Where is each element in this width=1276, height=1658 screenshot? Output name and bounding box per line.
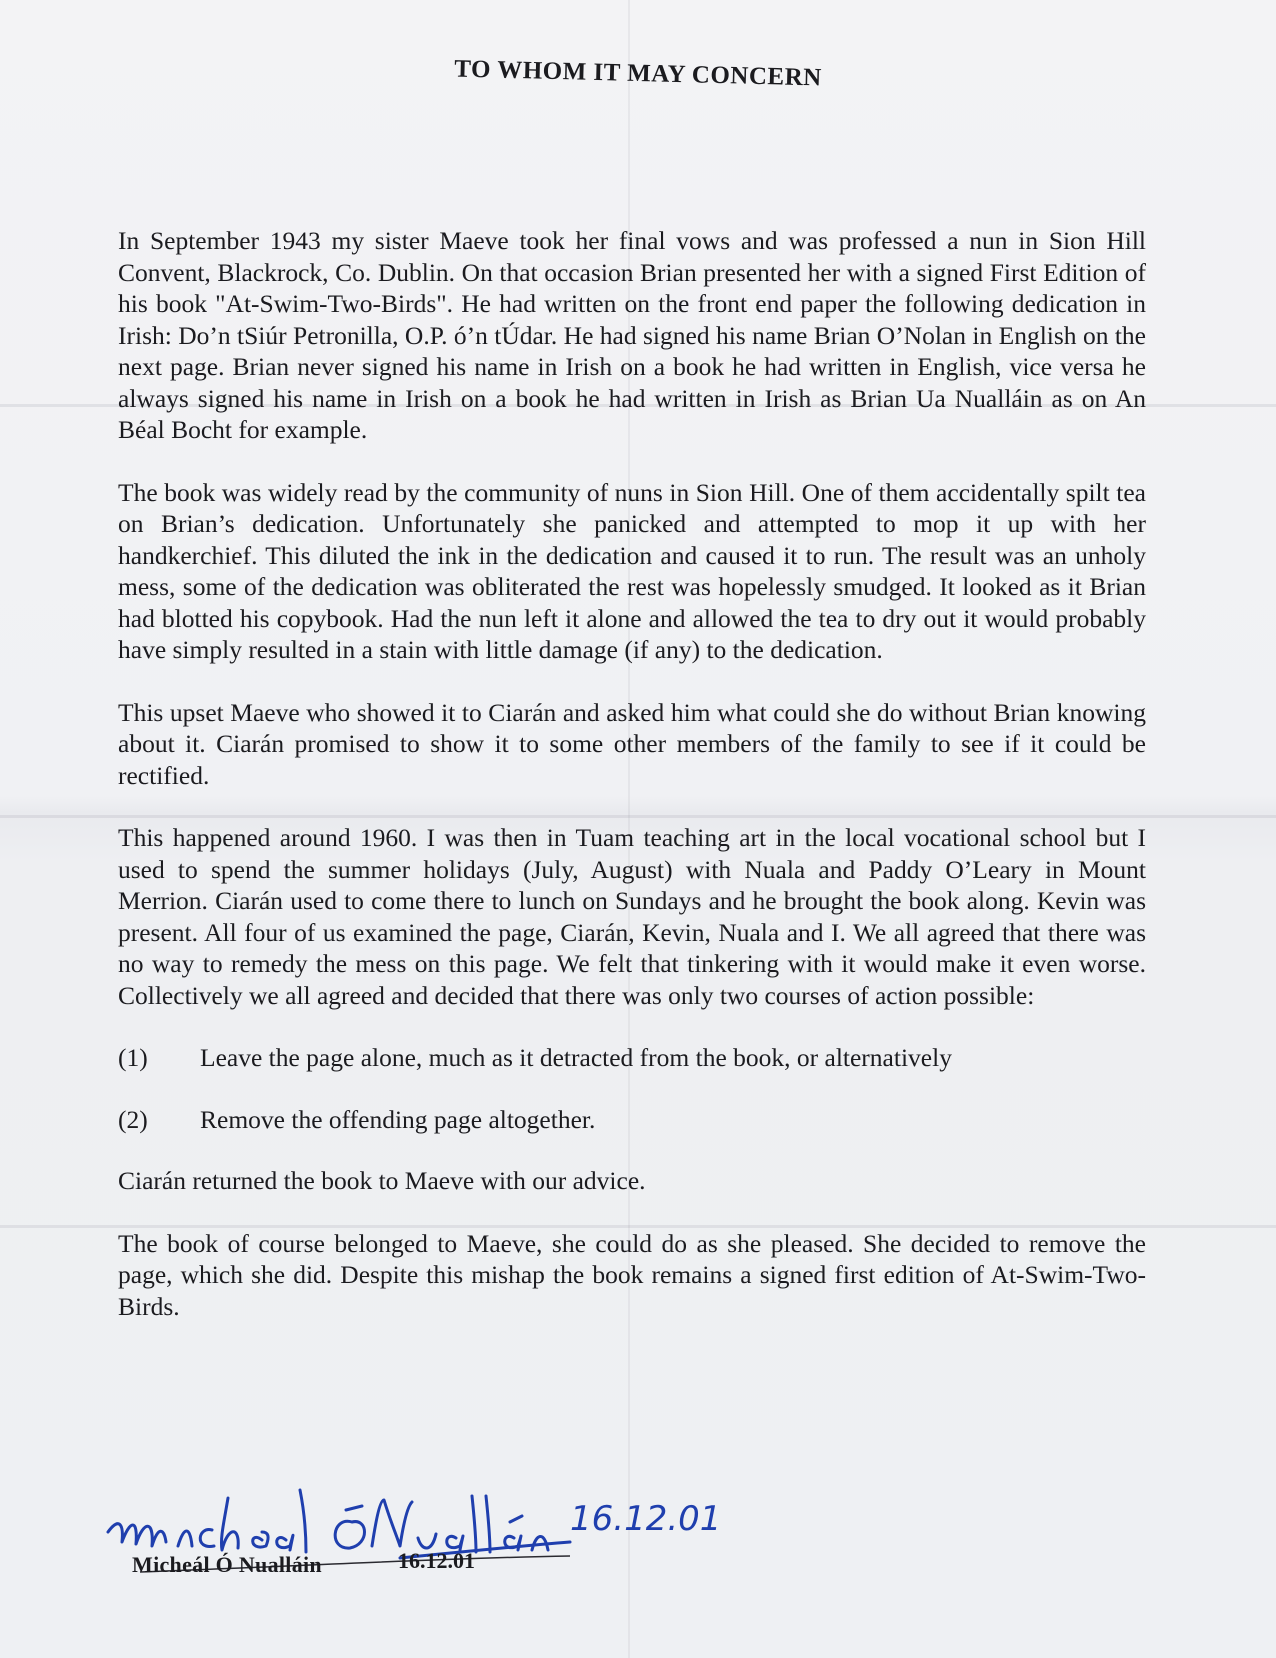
paragraph: In September 1943 my sister Maeve took her final vows and was professed a nun in Sion Hill Convent, Blackrock, Co. Dublin. On that occasion Brian presented her with a signed First Edition of his book "At-Swim-Two-Birds". He had written on the front end paper the following dedication in Irish: Do’n tSiúr Petronilla, O.P. ó’n tÚdar. He had signed his name Brian O’Nolan in English on the next page. Brian never signed his name in Irish on a book he had written in English, vice versa he always signed his name in Irish on a book he had written in Irish as Brian Ua Nualláin as on An Béal Bocht for example. — [118, 226, 1146, 444]
letter-title: TO WHOM IT MAY CONCERN — [453, 55, 823, 92]
list-text: Leave the page alone, much as it detracted from the book, or alternatively — [200, 1043, 952, 1072]
letter-body — [118, 225, 1146, 1353]
printed-signature-name: Micheál Ó Nualláin — [132, 1552, 322, 1577]
paragraph: The book of course belonged to Maeve, she could do as she pleased. She decided to remove the page, which she did. Despite this mishap the book remains a signed first edition of At-Swim-Two-Birds. — [118, 1228, 1146, 1321]
list-item — [118, 1042, 1146, 1074]
printed-signature-date: 16.12.01 — [398, 1548, 475, 1573]
signature-date-handwritten: 16.12.01 — [570, 1499, 722, 1539]
paragraph: Ciarán returned the book to Maeve with our advice. — [118, 1166, 646, 1195]
list-number: (2) — [118, 1104, 148, 1134]
paragraph: This upset Maeve who showed it to Ciarán and asked him what could she do without Brian knowing about it. Ciarán promised to show it to some other members of the family to see if it could be rectified. — [118, 697, 1146, 790]
list-text: Remove the offending page altogether. — [200, 1104, 596, 1134]
list-number: (1) — [118, 1043, 148, 1072]
list-item — [118, 1104, 1146, 1136]
paragraph: The book was widely read by the community of nuns in Sion Hill. One of them accidentally spilt tea on Brian’s dedication. Unfortunately she panicked and attempted to mop it up with her handkerchief. This diluted the ink in the dedication and caused it to run. The result was an unholy mess, some of the dedication was obliterated the rest was hopelessly smudged. It looked as it Brian had blotted his copybook. Had the nun left it alone and allowed the tea to dry out it would probably have simply resulted in a stain with little damage (if any) to the dedication. — [118, 477, 1146, 664]
paragraph: This happened around 1960. I was then in Tuam teaching art in the local vocational school but I used to spend the summer holidays (July, August) with Nuala and Paddy O’Leary in Mount Merrion. Ciarán used to come there to lunch on Sundays and he brought the book along. Kevin was present. All four of us examined the page, Ciarán, Kevin, Nuala and I. We all agreed that there was no way to remedy the mess on this page. We felt that tinkering with it would make it even worse. Collectively we all agreed and decided that there was only two courses of action possible: — [118, 823, 1146, 1010]
